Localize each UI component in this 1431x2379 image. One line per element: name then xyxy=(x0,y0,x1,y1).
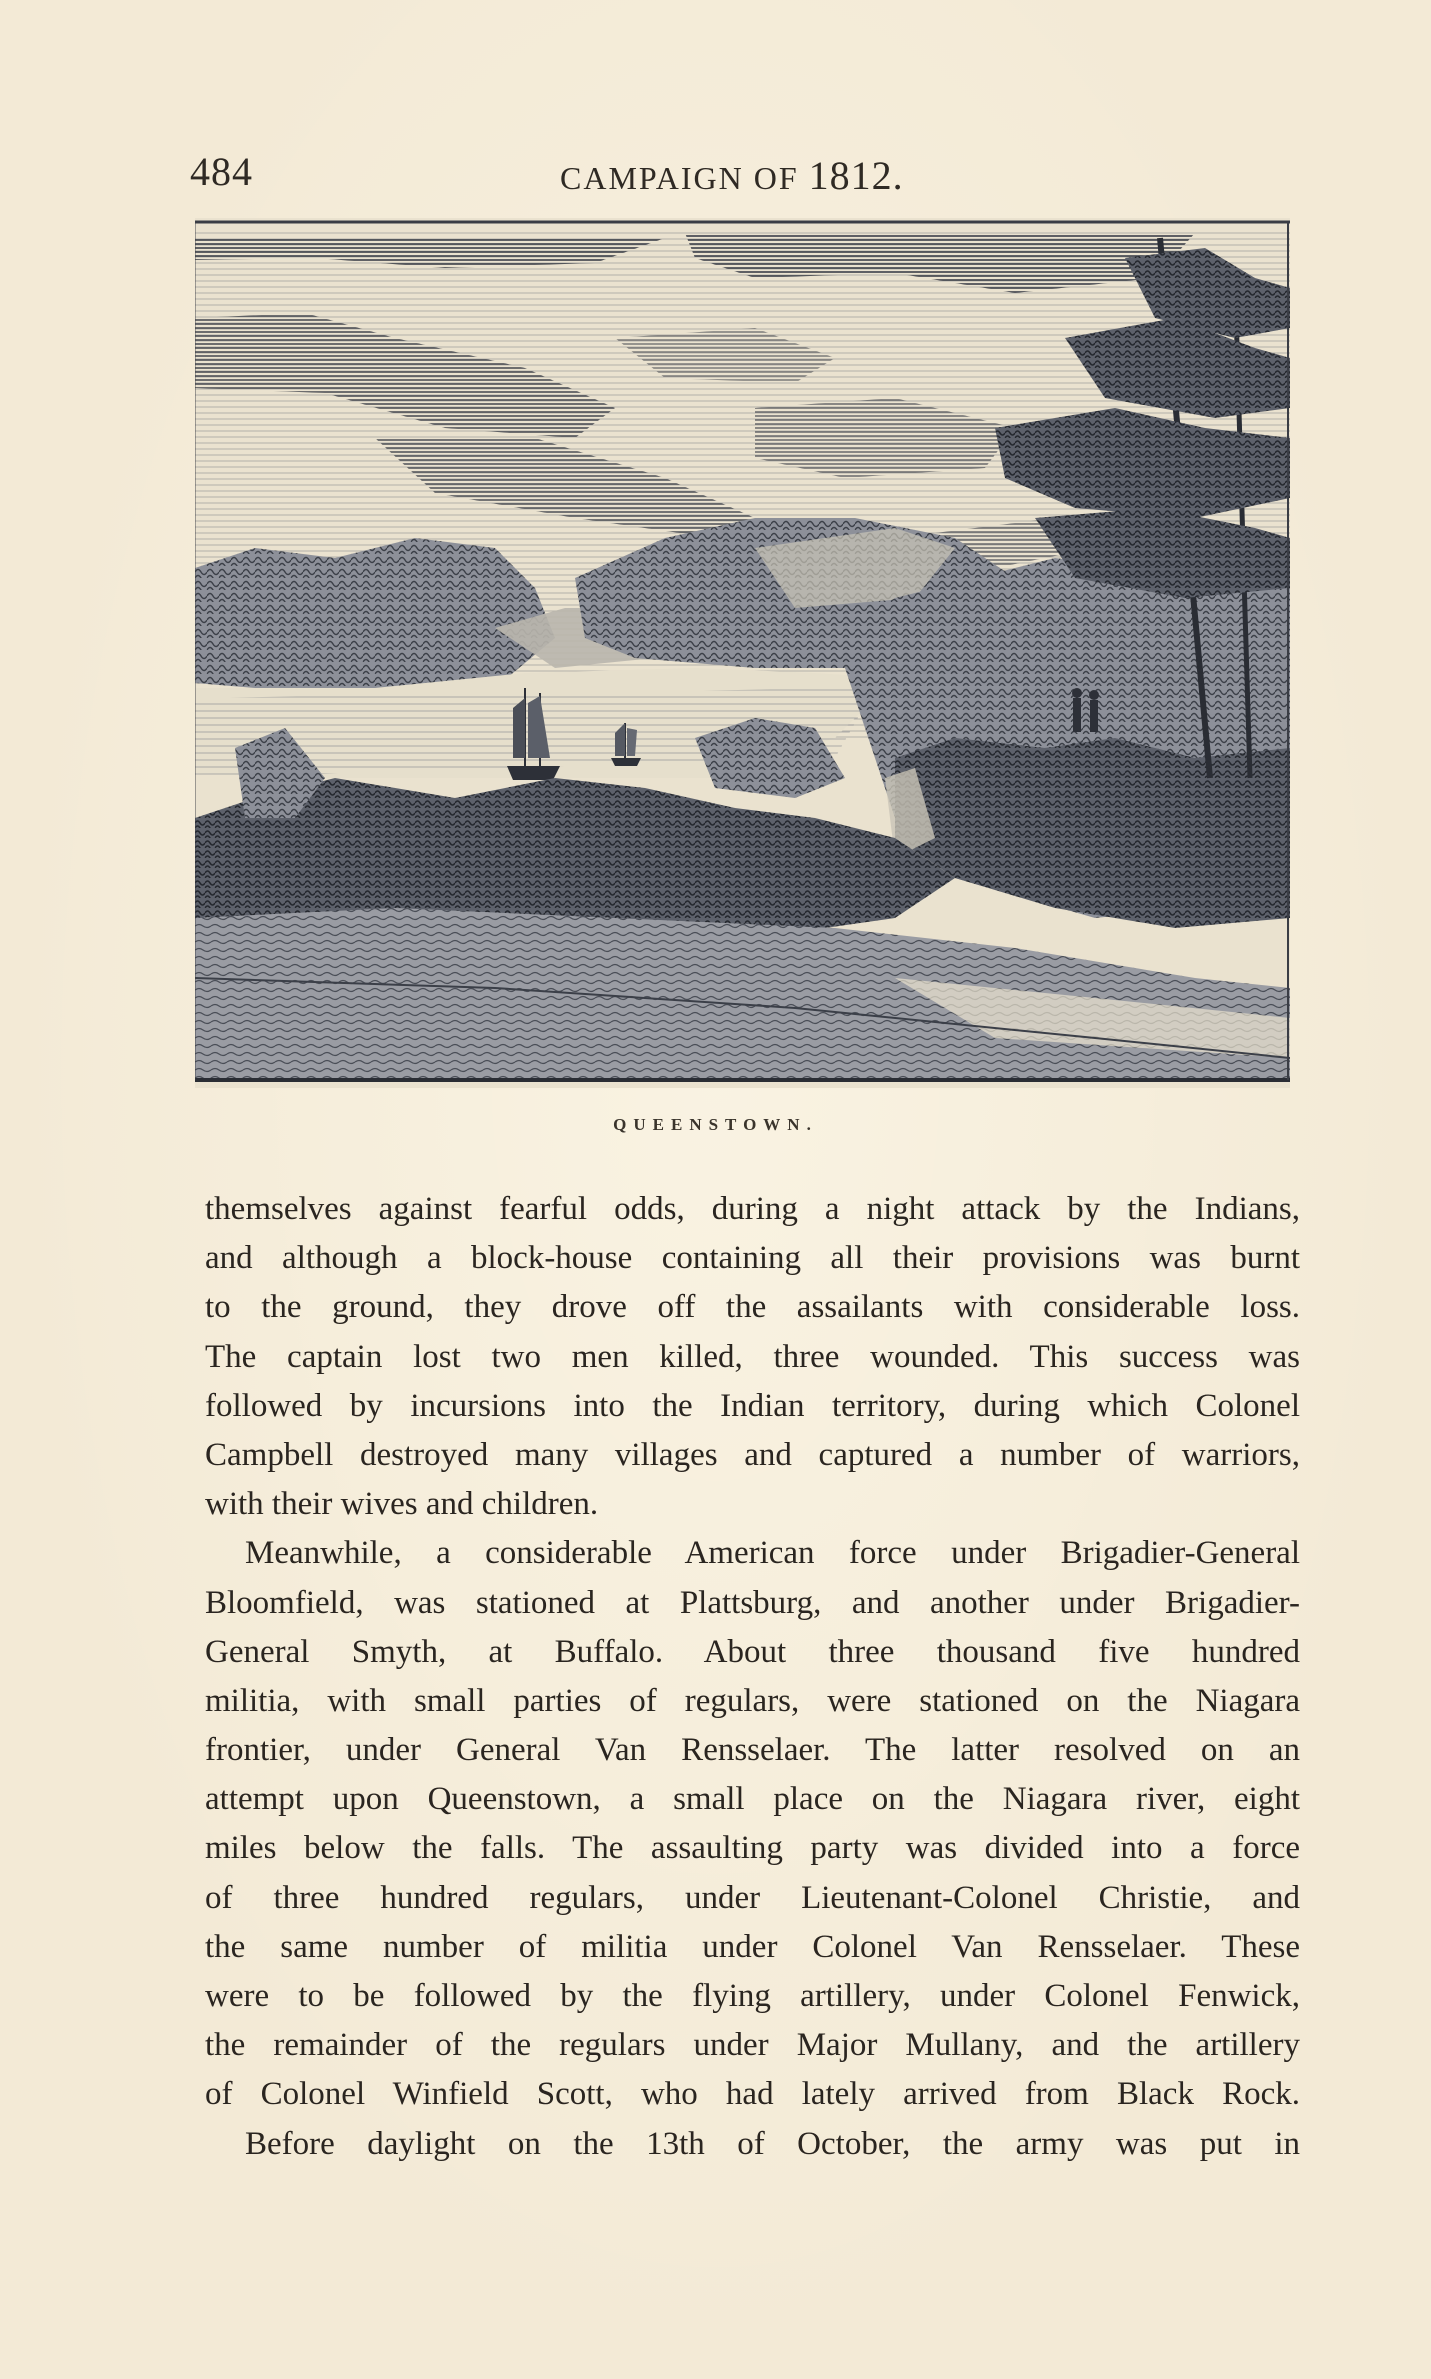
text-line: themselves against fearful odds, during a night attack by the Indians, xyxy=(205,1191,1300,1227)
text-line: miles below the falls. The assaulting party was divided into a force xyxy=(205,1830,1300,1867)
text-line: were to be followed by the flying artillery, under Colonel Fenwick, xyxy=(205,1978,1300,2014)
text-line: with their wives and children. xyxy=(205,1486,599,1523)
running-head-year: 1812. xyxy=(808,153,904,198)
running-head-title xyxy=(560,152,904,199)
text-line: of three hundred regulars, under Lieutenant-Colonel Christie, and xyxy=(205,1879,1300,1916)
text-line: the same number of militia under Colonel Van Rensselaer. These xyxy=(205,1928,1300,1965)
running-head xyxy=(0,140,1431,200)
illustration-caption: QUEENSTOWN. xyxy=(613,1115,818,1134)
running-head-title-text: CAMPAIGN OF xyxy=(560,160,799,196)
paragraph xyxy=(205,1529,1300,2119)
queenstown-engraving xyxy=(195,218,1290,1088)
text-line: and although a block-house containing all their provisions was burnt xyxy=(205,1240,1300,1277)
text-line: the remainder of the regulars under Major Mullany, and the artillery xyxy=(205,2027,1300,2064)
text-line: General Smyth, at Buffalo. About three thousand five hundred xyxy=(205,1633,1300,1670)
text-line: attempt upon Queenstown, a small place on the Niagara river, eight xyxy=(205,1781,1300,1818)
body-text xyxy=(205,1185,1300,2169)
text-line: militia, with small parties of regulars, were stationed on the Niagara xyxy=(205,1682,1300,1719)
paragraph xyxy=(205,1185,1300,1529)
text-line: Campbell destroyed many villages and captured a number of warriors, xyxy=(205,1436,1300,1473)
text-line: of Colonel Winfield Scott, who had lately arrived from Black Rock. xyxy=(205,2076,1300,2113)
text-line: Bloomfield, was stationed at Plattsburg, and another under Brigadier- xyxy=(205,1584,1300,1621)
text-line: followed by incursions into the Indian territory, during which Colonel xyxy=(205,1387,1300,1424)
text-line: frontier, under General Van Rensselaer. The latter resolved on an xyxy=(205,1732,1300,1769)
text-line: to the ground, they drove off the assailants with considerable loss. xyxy=(205,1289,1300,1326)
page-number: 484 xyxy=(190,149,253,194)
paragraph xyxy=(205,2120,1300,2169)
text-line: Before daylight on the 13th of October, the army was put in xyxy=(245,2125,1300,2162)
text-line: The captain lost two men killed, three wounded. This success was xyxy=(205,1338,1300,1375)
text-line: Meanwhile, a considerable American force under Brigadier-General xyxy=(245,1535,1300,1572)
